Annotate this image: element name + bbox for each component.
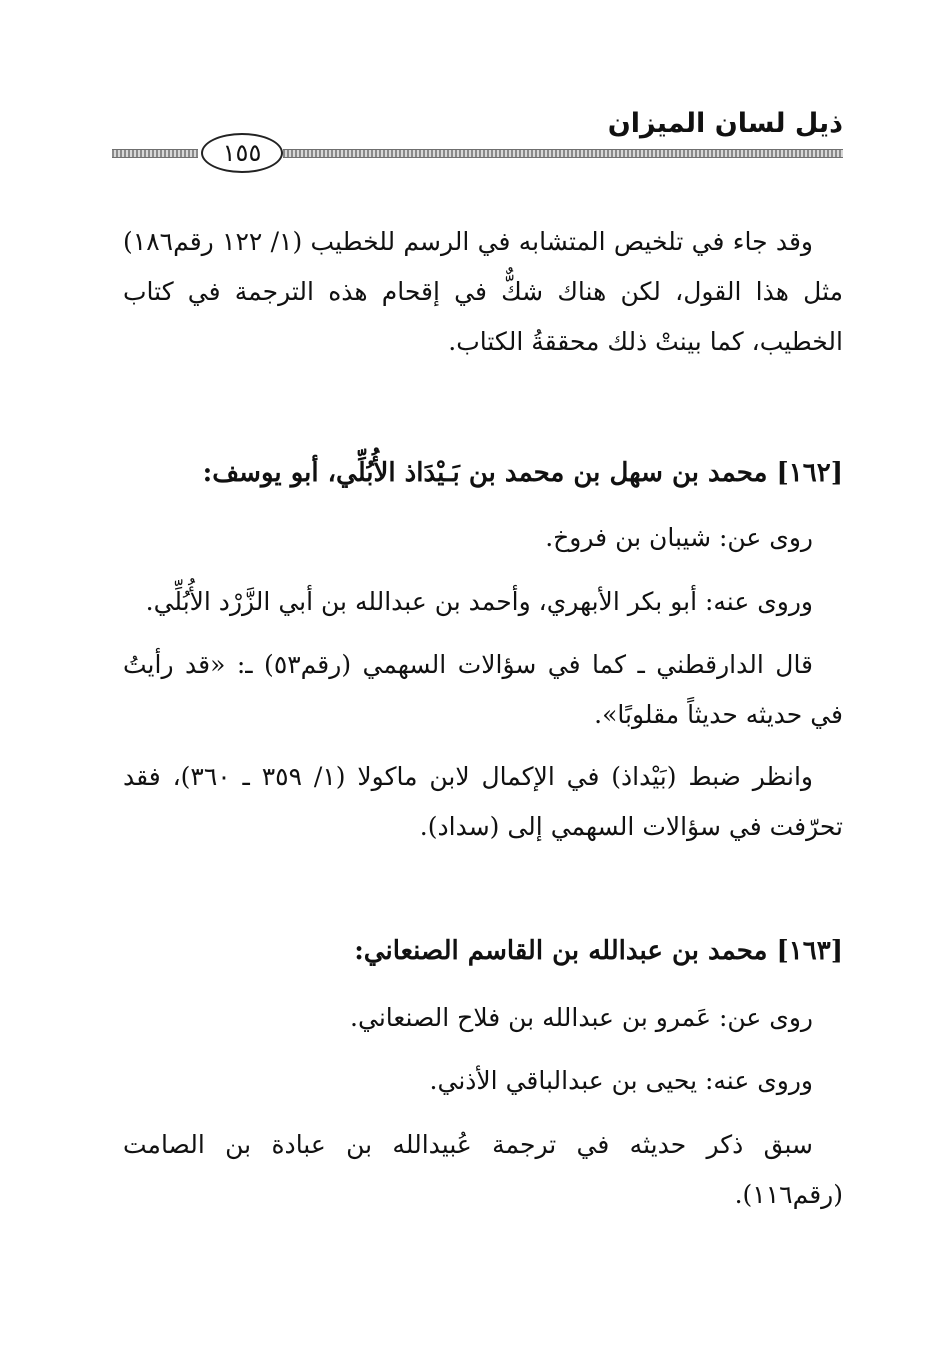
header-rule-right [283, 149, 843, 158]
entry-162-narrated-by: وروى عنه: أبو بكر الأبهري، وأحمد بن عبدالله بن أبي الزَّرْد الأُبُلِّي. [145, 587, 813, 616]
entry-162-narrated-from: روى عن: شيبان بن فروخ. [545, 523, 813, 552]
entry-162-daraqutni-quote: قال الدارقطني ـ كما في سؤالات السهمي (رقم٥٣) ـ: «قد رأيتُ في حديثه حديثاً مقلوبًا». [123, 650, 843, 729]
entry-163-cross-reference: سبق ذكر حديثه في ترجمة عُبيدالله بن عبادة بن الصامت (رقم١١٦). [123, 1130, 843, 1209]
page-number: ١٥٥ [201, 133, 283, 173]
entry-163-narrated-from: روى عن: عَمرو بن عبدالله بن فلاح الصنعاني. [350, 1003, 813, 1032]
entry-heading-163: [١٦٣] محمد بن عبدالله بن القاسم الصنعاني: [354, 936, 843, 966]
entry-heading-162: [١٦٢] محمد بن سهل بن محمد بن بَـيْدَاذ الأُبُلِّي، أبو يوسف: [202, 458, 843, 488]
entry-162-spelling-note: وانظر ضبط (بَيْداذ) في الإكمال لابن ماكولا (١/ ٣٥٩ ـ ٣٦٠)، فقد تحرّفت في سؤالات السهمي إلى (سداد). [123, 762, 843, 841]
intro-paragraph: وقد جاء في تلخيص المتشابه في الرسم للخطيب (١/ ١٢٢ رقم١٨٦) مثل هذا القول، لكن هناك شكٌّ في إقحام هذه الترجمة في كتاب الخطيب، كما بينتْ ذلك محققةُ الكتاب. [123, 227, 843, 356]
header-rule-left [112, 149, 198, 158]
entry-163-narrated-by: وروى عنه: يحيى بن عبدالباقي الأذني. [429, 1066, 813, 1095]
running-title: ذيل لسان الميزان [607, 108, 843, 139]
